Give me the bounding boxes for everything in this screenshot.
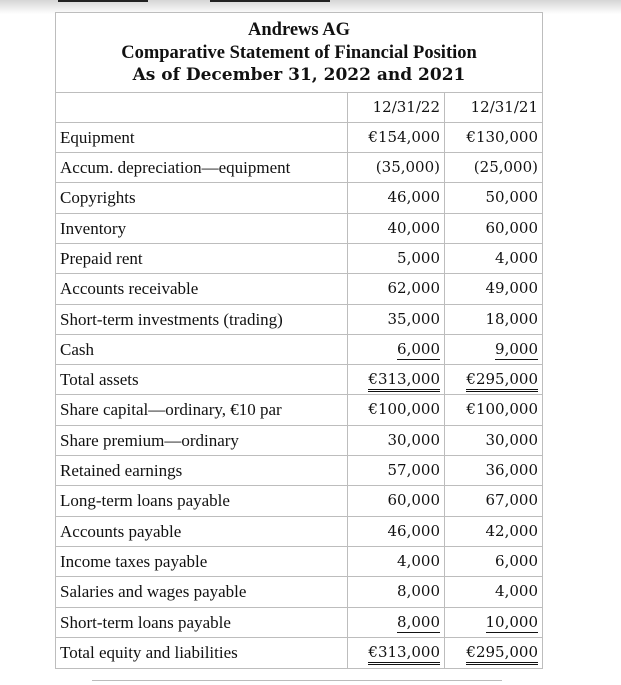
- row-label: Income taxes payable: [56, 547, 348, 576]
- value-2022: 6,000: [348, 335, 445, 364]
- row-label: Share capital—ordinary, €10 par: [56, 395, 348, 424]
- value-2021: 60,000: [485, 218, 538, 237]
- value-2022: €313,000: [348, 638, 445, 668]
- row-label: Accounts receivable: [56, 274, 348, 303]
- top-rule-right: [210, 0, 330, 2]
- value-2022: 4,000: [348, 547, 445, 576]
- row-label: Equipment: [56, 123, 348, 152]
- value-2021: €130,000: [466, 127, 538, 146]
- header-label-cell: [56, 93, 348, 122]
- value-2022: 8,000: [348, 577, 445, 606]
- value-2021: 67,000: [485, 491, 538, 510]
- value-2021: 36,000: [485, 461, 538, 480]
- value-2021: 10,000: [485, 612, 538, 631]
- value-2022: €313,000: [348, 365, 445, 394]
- table-row: [56, 486, 542, 516]
- row-label: Accum. depreciation—equipment: [56, 153, 348, 182]
- row-label: Share premium—ordinary: [56, 426, 348, 455]
- row-label: Copyrights: [56, 183, 348, 212]
- value-2022: 57,000: [348, 456, 445, 485]
- row-label: Total assets: [56, 365, 348, 394]
- value-2022: 46,000: [348, 517, 445, 546]
- value-2021: 9,000: [495, 339, 538, 358]
- statement-name: Comparative Statement of Financial Position: [121, 42, 477, 63]
- value-2022: 8,000: [348, 608, 445, 637]
- value-2022: (35,000): [348, 153, 445, 182]
- row-label: Short-term loans payable: [56, 608, 348, 637]
- value-2021: €100,000: [466, 400, 538, 419]
- table-row: [56, 426, 542, 456]
- table-row: [56, 274, 542, 304]
- row-label: Short-term investments (trading): [56, 305, 348, 334]
- value-2021: 4,000: [495, 248, 538, 267]
- value-2021: 49,000: [485, 279, 538, 298]
- value-2021: 6,000: [495, 551, 538, 570]
- row-label: Prepaid rent: [56, 244, 348, 273]
- value-2021: 4,000: [495, 582, 538, 601]
- table-row: [56, 547, 542, 577]
- table-row: [56, 517, 542, 547]
- value-2022: €154,000: [348, 123, 445, 152]
- row-label: Inventory: [56, 214, 348, 243]
- table-row: [56, 305, 542, 335]
- table-row: [56, 608, 542, 638]
- table-row: [56, 153, 542, 183]
- financial-statement-table: [55, 12, 543, 669]
- value-2022: 46,000: [348, 183, 445, 212]
- column-header-row: [56, 93, 542, 123]
- table-row: [56, 123, 542, 153]
- column-header-2021: 12/31/21: [470, 97, 538, 116]
- row-label: Accounts payable: [56, 517, 348, 546]
- value-2021: €295,000: [445, 638, 542, 668]
- table-row: [56, 395, 542, 425]
- table-row: [56, 638, 542, 668]
- value-2022: 30,000: [348, 426, 445, 455]
- value-2022: 40,000: [348, 214, 445, 243]
- value-2021: 18,000: [485, 309, 538, 328]
- table-row: [56, 577, 542, 607]
- table-row: [56, 183, 542, 213]
- value-2021: 30,000: [485, 430, 538, 449]
- value-2021: (25,000): [473, 158, 538, 177]
- table-row: [56, 365, 542, 395]
- company-name: Andrews AG: [248, 20, 350, 40]
- table-row: [56, 244, 542, 274]
- column-header-2022: 12/31/22: [348, 93, 445, 122]
- value-2021: 50,000: [485, 188, 538, 207]
- row-label: Total equity and liabilities: [56, 638, 348, 668]
- value-2021: €295,000: [445, 365, 542, 394]
- table-row: [56, 456, 542, 486]
- top-rule-left: [58, 0, 148, 2]
- value-2022: 5,000: [348, 244, 445, 273]
- row-label: Cash: [56, 335, 348, 364]
- row-label: Salaries and wages payable: [56, 577, 348, 606]
- value-2022: 60,000: [348, 486, 445, 515]
- row-label: Retained earnings: [56, 456, 348, 485]
- statement-title: [56, 13, 542, 93]
- statement-period: As of December 31, 2022 and 2021: [132, 65, 466, 85]
- bottom-rule: [92, 680, 502, 681]
- table-row: [56, 214, 542, 244]
- value-2022: €100,000: [348, 395, 445, 424]
- value-2022: 62,000: [348, 274, 445, 303]
- value-2021: 42,000: [485, 521, 538, 540]
- table-row: [56, 335, 542, 365]
- value-2022: 35,000: [348, 305, 445, 334]
- row-label: Long-term loans payable: [56, 486, 348, 515]
